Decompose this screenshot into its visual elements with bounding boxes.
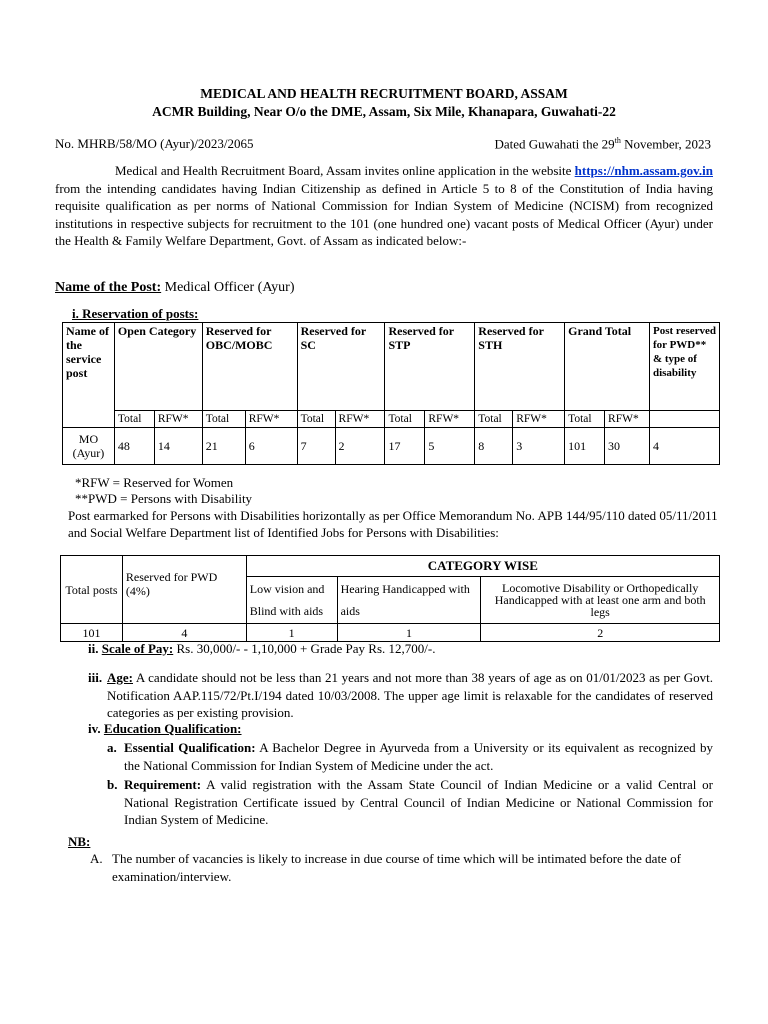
header-pwd: Post reserved for PWD** & type of disability [649,323,719,411]
footnotes [75,475,252,507]
reservation-label [72,306,198,322]
cell: 1 [337,624,481,642]
cat-low-vision: Low vision and Blind with aids [246,577,337,624]
cell: 21 [202,428,245,465]
cell: 48 [114,428,154,465]
sub-total: Total [475,411,513,428]
cell: 17 [385,428,425,465]
cat-locomotive: Locomotive Disability or Orthopedically Handicapped with at least one arm and both legs [481,577,720,624]
cell: 2 [335,428,385,465]
age-text: A candidate should not be less than 21 years and not more than 38 years of age as on 01/01/2023 as per Govt. Notification AAP.115/72/Pt.I/194 dated 10/03/2008. The upper age limit is relaxable for the candidates of reserved categories as per existing provision. [107,670,713,720]
header-reserved-pwd: Reserved for PWD (4%) [122,556,246,624]
note-pwd: **PWD = Persons with Disability [75,491,253,506]
cell: 14 [154,428,202,465]
table-row [63,428,720,465]
cell: 30 [605,428,650,465]
intro-text-1: Medical and Health Recruitment Board, Assam invites online application in the website [115,163,575,178]
pay-label: Scale of Pay: [101,641,174,656]
post-name-label: Name of the Post: [55,280,162,295]
pwd-table [60,555,720,642]
header-stp: Reserved for STP [385,323,475,411]
cell: 101 [61,624,123,642]
cell: 5 [425,428,475,465]
date-text: Dated Guwahati the 29 [494,136,615,152]
edu-a-label: Essential Qualification: [124,740,256,755]
nb-item-text: The number of vacancies is likely to increase in due course of time which will be intimated before the date of examination/interview. [112,851,681,884]
note-rfw: *RFW = Reserved for Women [75,475,234,490]
header-sc: Reserved for SC [297,323,385,411]
edu-a-text: A Bachelor Degree in Ayurveda from a University or its equivalent as recognized by the National Commission for Indian System of Medicine under the act. [124,740,714,773]
intro-paragraph [55,162,713,250]
sub-rfw: RFW* [154,411,202,428]
header-sth: Reserved for STH [475,323,565,411]
letterhead [0,85,768,121]
sub-total: Total [114,411,154,428]
education-heading [88,721,242,737]
age-num: iii. [88,670,103,685]
cell: 1 [246,624,337,642]
header-open: Open Category [114,323,202,411]
sub-rfw: RFW* [335,411,385,428]
cell: 6 [245,428,297,465]
sub-rfw: RFW* [425,411,475,428]
edu-b-num: b. [107,777,118,792]
scale-of-pay [88,641,435,657]
pay-text: Rs. 30,000/- - 1,10,000 + Grade Pay Rs. 12,700/-. [173,641,436,656]
cat-hearing: Hearing Handicapped with aids [337,577,481,624]
nb-label [68,834,90,850]
reference-date [494,136,711,152]
header-service-post: Name of the service post [63,323,115,428]
age-label: Age: [107,670,133,685]
nb-item-num: A. [90,851,103,866]
sub-total: Total [202,411,245,428]
cell: 3 [513,428,565,465]
sub-rfw: RFW* [513,411,565,428]
edu-a-num: a. [107,740,117,755]
table-header-row [63,323,720,411]
sub-empty [649,411,719,428]
cell: 4 [649,428,719,465]
date-month: November, 2023 [620,136,711,152]
nb-label-text: NB: [68,834,91,849]
edu-b-label: Requirement: [124,777,202,792]
sub-rfw: RFW* [245,411,297,428]
header-obc: Reserved for OBC/MOBC [202,323,297,411]
essential-qualification [107,739,713,774]
sub-total: Total [565,411,605,428]
cell: 4 [122,624,246,642]
reference-number: No. MHRB/58/MO (Ayur)/2023/2065 [55,136,254,151]
cell: 2 [481,624,720,642]
nb-item [90,850,710,886]
header-grand-total: Grand Total [565,323,650,411]
board-title: MEDICAL AND HEALTH RECRUITMENT BOARD, ASSAM [200,86,568,101]
table-row [61,624,720,642]
requirement [107,776,713,829]
intro-text-2: from the intending candidates having Indian Citizenship as defined in Article 5 to 8 of the Constitution of India having requisite qualification as per norms of National Commission for Indian System of Medicine (NCISM) from recognized institutions in respective subjects for recruitment to the 101 (one hundred one) vacant posts of Medical Officer (Ayur) under the Health & Family Welfare Department, Govt. of Assam as indicated below:- [55,180,713,248]
sub-total: Total [385,411,425,428]
reservation-label-text: i. Reservation of posts: [72,306,199,321]
date-sup: th [614,136,621,145]
header-total-posts: Total posts [61,556,123,624]
cell: 8 [475,428,513,465]
row-name: MO (Ayur) [63,428,115,465]
website-link[interactable]: https://nhm.assam.gov.in [574,163,713,178]
cell: 101 [565,428,605,465]
header-category-wise: CATEGORY WISE [246,556,719,577]
pwd-note: Post earmarked for Persons with Disabilities horizontally as per Office Memorandum No. APB 144/95/110 dated 05/11/2011 and Social Welfare Department list of Identified Jobs for Persons with Disabilities: [68,508,718,540]
pay-num: ii. [88,641,99,656]
edu-b-text: A valid registration with the Assam State Council of Indian Medicine or a valid Central or National Registration Certificate issued by Central Council of Indian Medicine or National Commission for Indian System of Medicine. [124,777,713,827]
cell: 7 [297,428,335,465]
sub-rfw: RFW* [605,411,650,428]
table-subheader-row [63,411,720,428]
post-name [55,280,294,296]
post-name-value: Medical Officer (Ayur) [161,280,295,295]
edu-label: Education Qualification: [103,721,242,736]
reservation-table [62,322,720,465]
edu-num: iv. [88,721,101,736]
sub-total: Total [297,411,335,428]
board-address: ACMR Building, Near O/o the DME, Assam, Six Mile, Khanapara, Guwahati-22 [152,104,616,119]
age-section [88,669,713,722]
